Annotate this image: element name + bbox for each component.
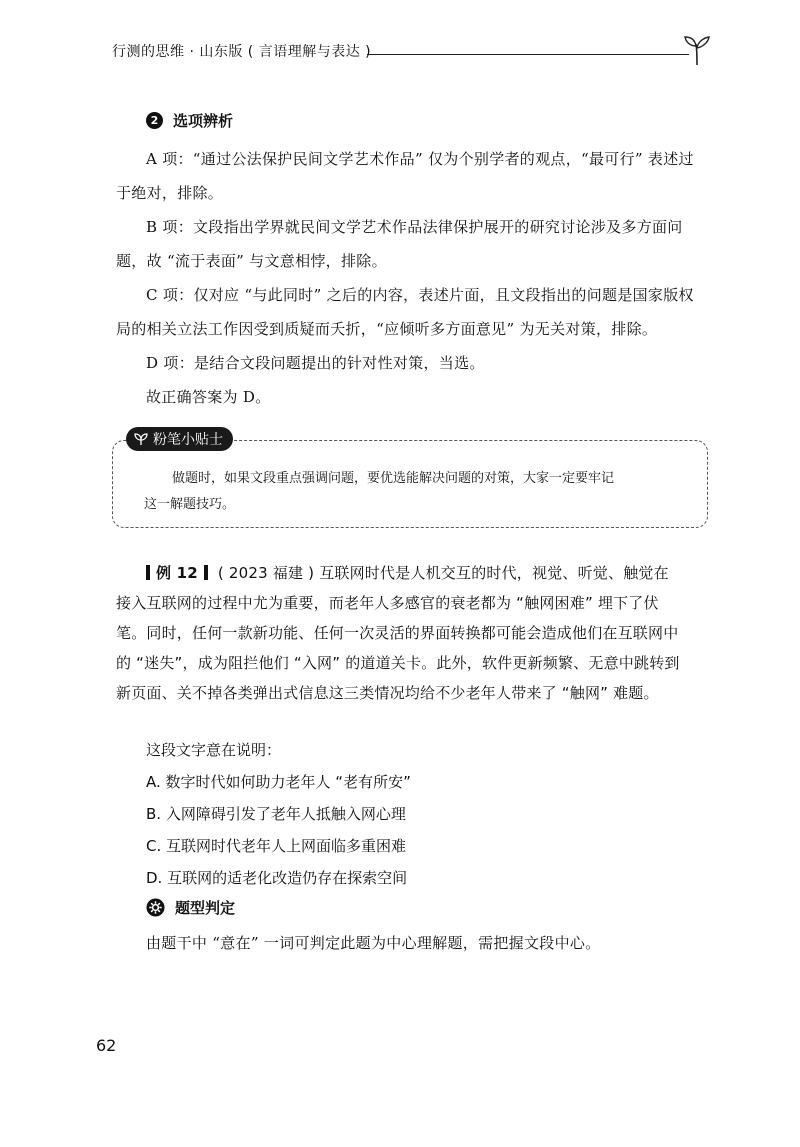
- section-number-badge: 2: [146, 112, 163, 129]
- option-b: B. 入网障碍引发了老年人抵触入网心理: [146, 805, 406, 823]
- leaf-icon: [134, 432, 148, 446]
- question-stem: 这段文字意在说明：: [146, 741, 282, 759]
- option-a-analysis: A 项：“通过公法保护民间文学艺术作品” 仅为个别学者的观点，“最可行” 表述过于绝对，排除。: [116, 150, 694, 202]
- example-first-line: [146, 558, 710, 588]
- running-header: [112, 42, 712, 72]
- example-text-line: 的 “迷失”，成为阻拦他们 “入网” 的道道关卡。此外，软件更新频繁、无意中跳转到: [116, 654, 680, 672]
- label-bar: [204, 565, 208, 580]
- question: [146, 734, 706, 894]
- option-c-analysis: C 项：仅对应 “与此同时” 之后的内容，表述片面，且文段指出的问题是国家版权局的相关立法工作因受到质疑而夭折，“应倾听多方面意见” 为无关对策，排除。: [116, 286, 694, 338]
- option-c: C. 互联网时代老年人上网面临多重困难: [146, 837, 407, 855]
- label-bar: [146, 565, 150, 580]
- tip-line: 这一解题技巧。: [144, 497, 236, 512]
- option-d-analysis: D 项：是结合文段问题提出的针对性对策，当选。: [146, 354, 485, 372]
- book-title: 行测的思维 · 山东版 ( 言语理解与表达 ): [112, 44, 372, 60]
- answer-statement: 故正确答案为 D。: [146, 388, 271, 406]
- example-12: [116, 558, 710, 708]
- example-text-line: 新页面、关不掉各类弹出式信息这三类情况均给不少老年人带来了 “触网” 难题。: [116, 684, 659, 702]
- example-text-line: 互联网时代是人机交互的时代，视觉、听觉、触觉在: [319, 564, 669, 582]
- example-label: 例 12: [156, 564, 198, 582]
- page-number: 62: [96, 1036, 117, 1055]
- header-rule: [367, 54, 689, 55]
- option-d: D. 互联网的适老化改造仍存在探索空间: [146, 869, 408, 887]
- example-text-line: 笔。同时，任何一款新功能、任何一次灵活的界面转换都可能会造成他们在互联网中: [116, 624, 679, 642]
- example-text-line: 接入互联网的过程中尤为重要，而老年人多感官的衰老都为 “触网困难” 埋下了伏: [116, 594, 659, 612]
- judge-heading: [146, 894, 235, 920]
- tip-label: [126, 427, 233, 451]
- tip-line: 做题时，如果文段重点强调问题，要优选能解决问题的对策，大家一定要牢记: [172, 471, 615, 486]
- sprout-icon: [682, 34, 712, 66]
- analysis-heading: [146, 107, 233, 133]
- gear-icon: [146, 898, 165, 917]
- section-title: 选项辨析: [173, 111, 234, 130]
- judge-text: 由题干中 “意在” 一词可判定此题为中心理解题，需把握文段中心。: [146, 934, 601, 952]
- option-a: A. 数字时代如何助力老年人 “老有所安”: [146, 773, 411, 791]
- example-source: ( 2023 福建 ): [217, 564, 315, 582]
- section-title: 题型判定: [175, 898, 236, 917]
- tip-text: [144, 466, 688, 518]
- tip-label-text: 粉笔小贴士: [153, 432, 223, 448]
- option-b-analysis: B 项：文段指出学界就民间文学艺术作品法律保护展开的研究讨论涉及多方面问题，故 “流于表面” 与文意相悖，排除。: [116, 218, 683, 270]
